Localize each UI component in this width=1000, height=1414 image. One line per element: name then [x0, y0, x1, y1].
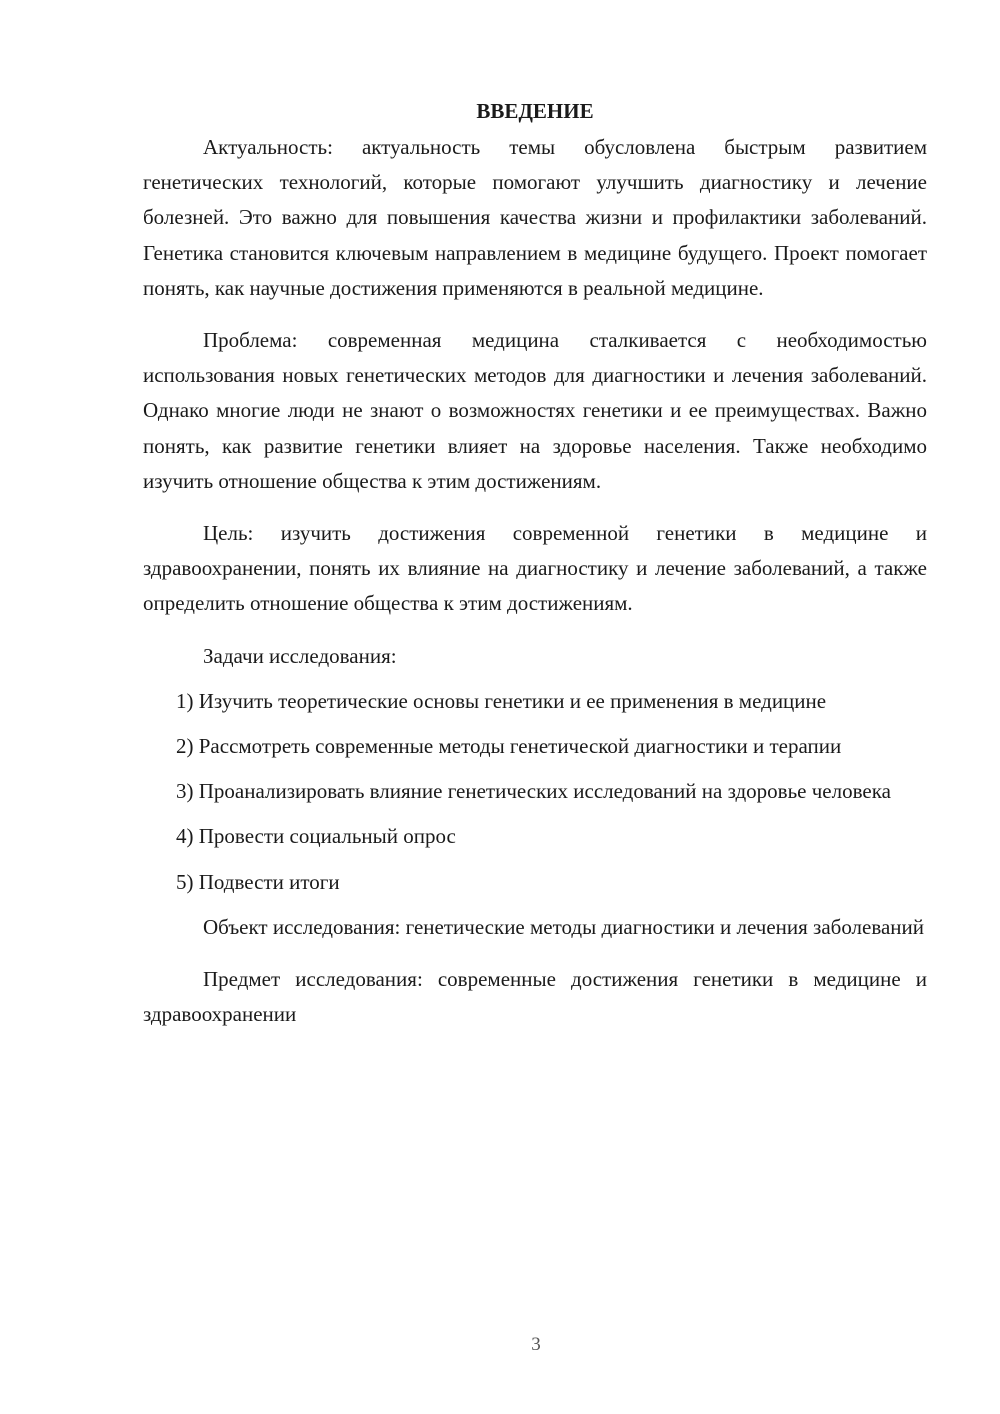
tasks-heading: Задачи исследования:	[203, 643, 397, 668]
task-item-5: 5) Подвести итоги	[176, 869, 340, 894]
task-item-3: 3) Проанализировать влияние генетических исследований на здоровье человека	[176, 779, 891, 804]
page-number: 3	[531, 1334, 541, 1355]
paragraph-goal: Цель: изучить достижения современной генетики в медицине и здравоохранении, понять их влияние на диагностику и лечение заболеваний, а также определить отношение общества к этим достижениям.	[143, 521, 927, 616]
paragraph-relevance: Актуальность: актуальность темы обусловлена быстрым развитием генетических технологий, которые помогают улучшить диагностику и лечение болезней. Это важно для повышения качества жизни и профилактики заболеваний. Генетика становится ключевым направлением в медицине будущего. Проект помогает понять, как научные достижения применяются в реальной медицине.	[143, 135, 927, 300]
task-item-2: 2) Рассмотреть современные методы генетической диагностики и терапии	[176, 734, 842, 759]
task-item-1: 1) Изучить теоретические основы генетики и ее применения в медицине	[176, 688, 827, 713]
paragraph-subject: Предмет исследования: современные достижения генетики в медицине и здравоохранении	[143, 967, 927, 1027]
task-item-4: 4) Провести социальный опрос	[176, 824, 456, 849]
paragraph-object: Объект исследования: генетические методы диагностики и лечения заболеваний	[203, 914, 925, 939]
paragraph-problem: Проблема: современная медицина сталкивается с необходимостью использования новых генетических методов для диагностики и лечения заболеваний. Однако многие люди не знают о возможностях генетики и ее преимуществах. Важно понять, как развитие генетики влияет на здоровье населения. Также необходимо изучить отношение общества к этим достижениям.	[143, 328, 927, 493]
page-content	[143, 95, 927, 1032]
page-title: ВВЕДЕНИЕ	[476, 99, 594, 123]
